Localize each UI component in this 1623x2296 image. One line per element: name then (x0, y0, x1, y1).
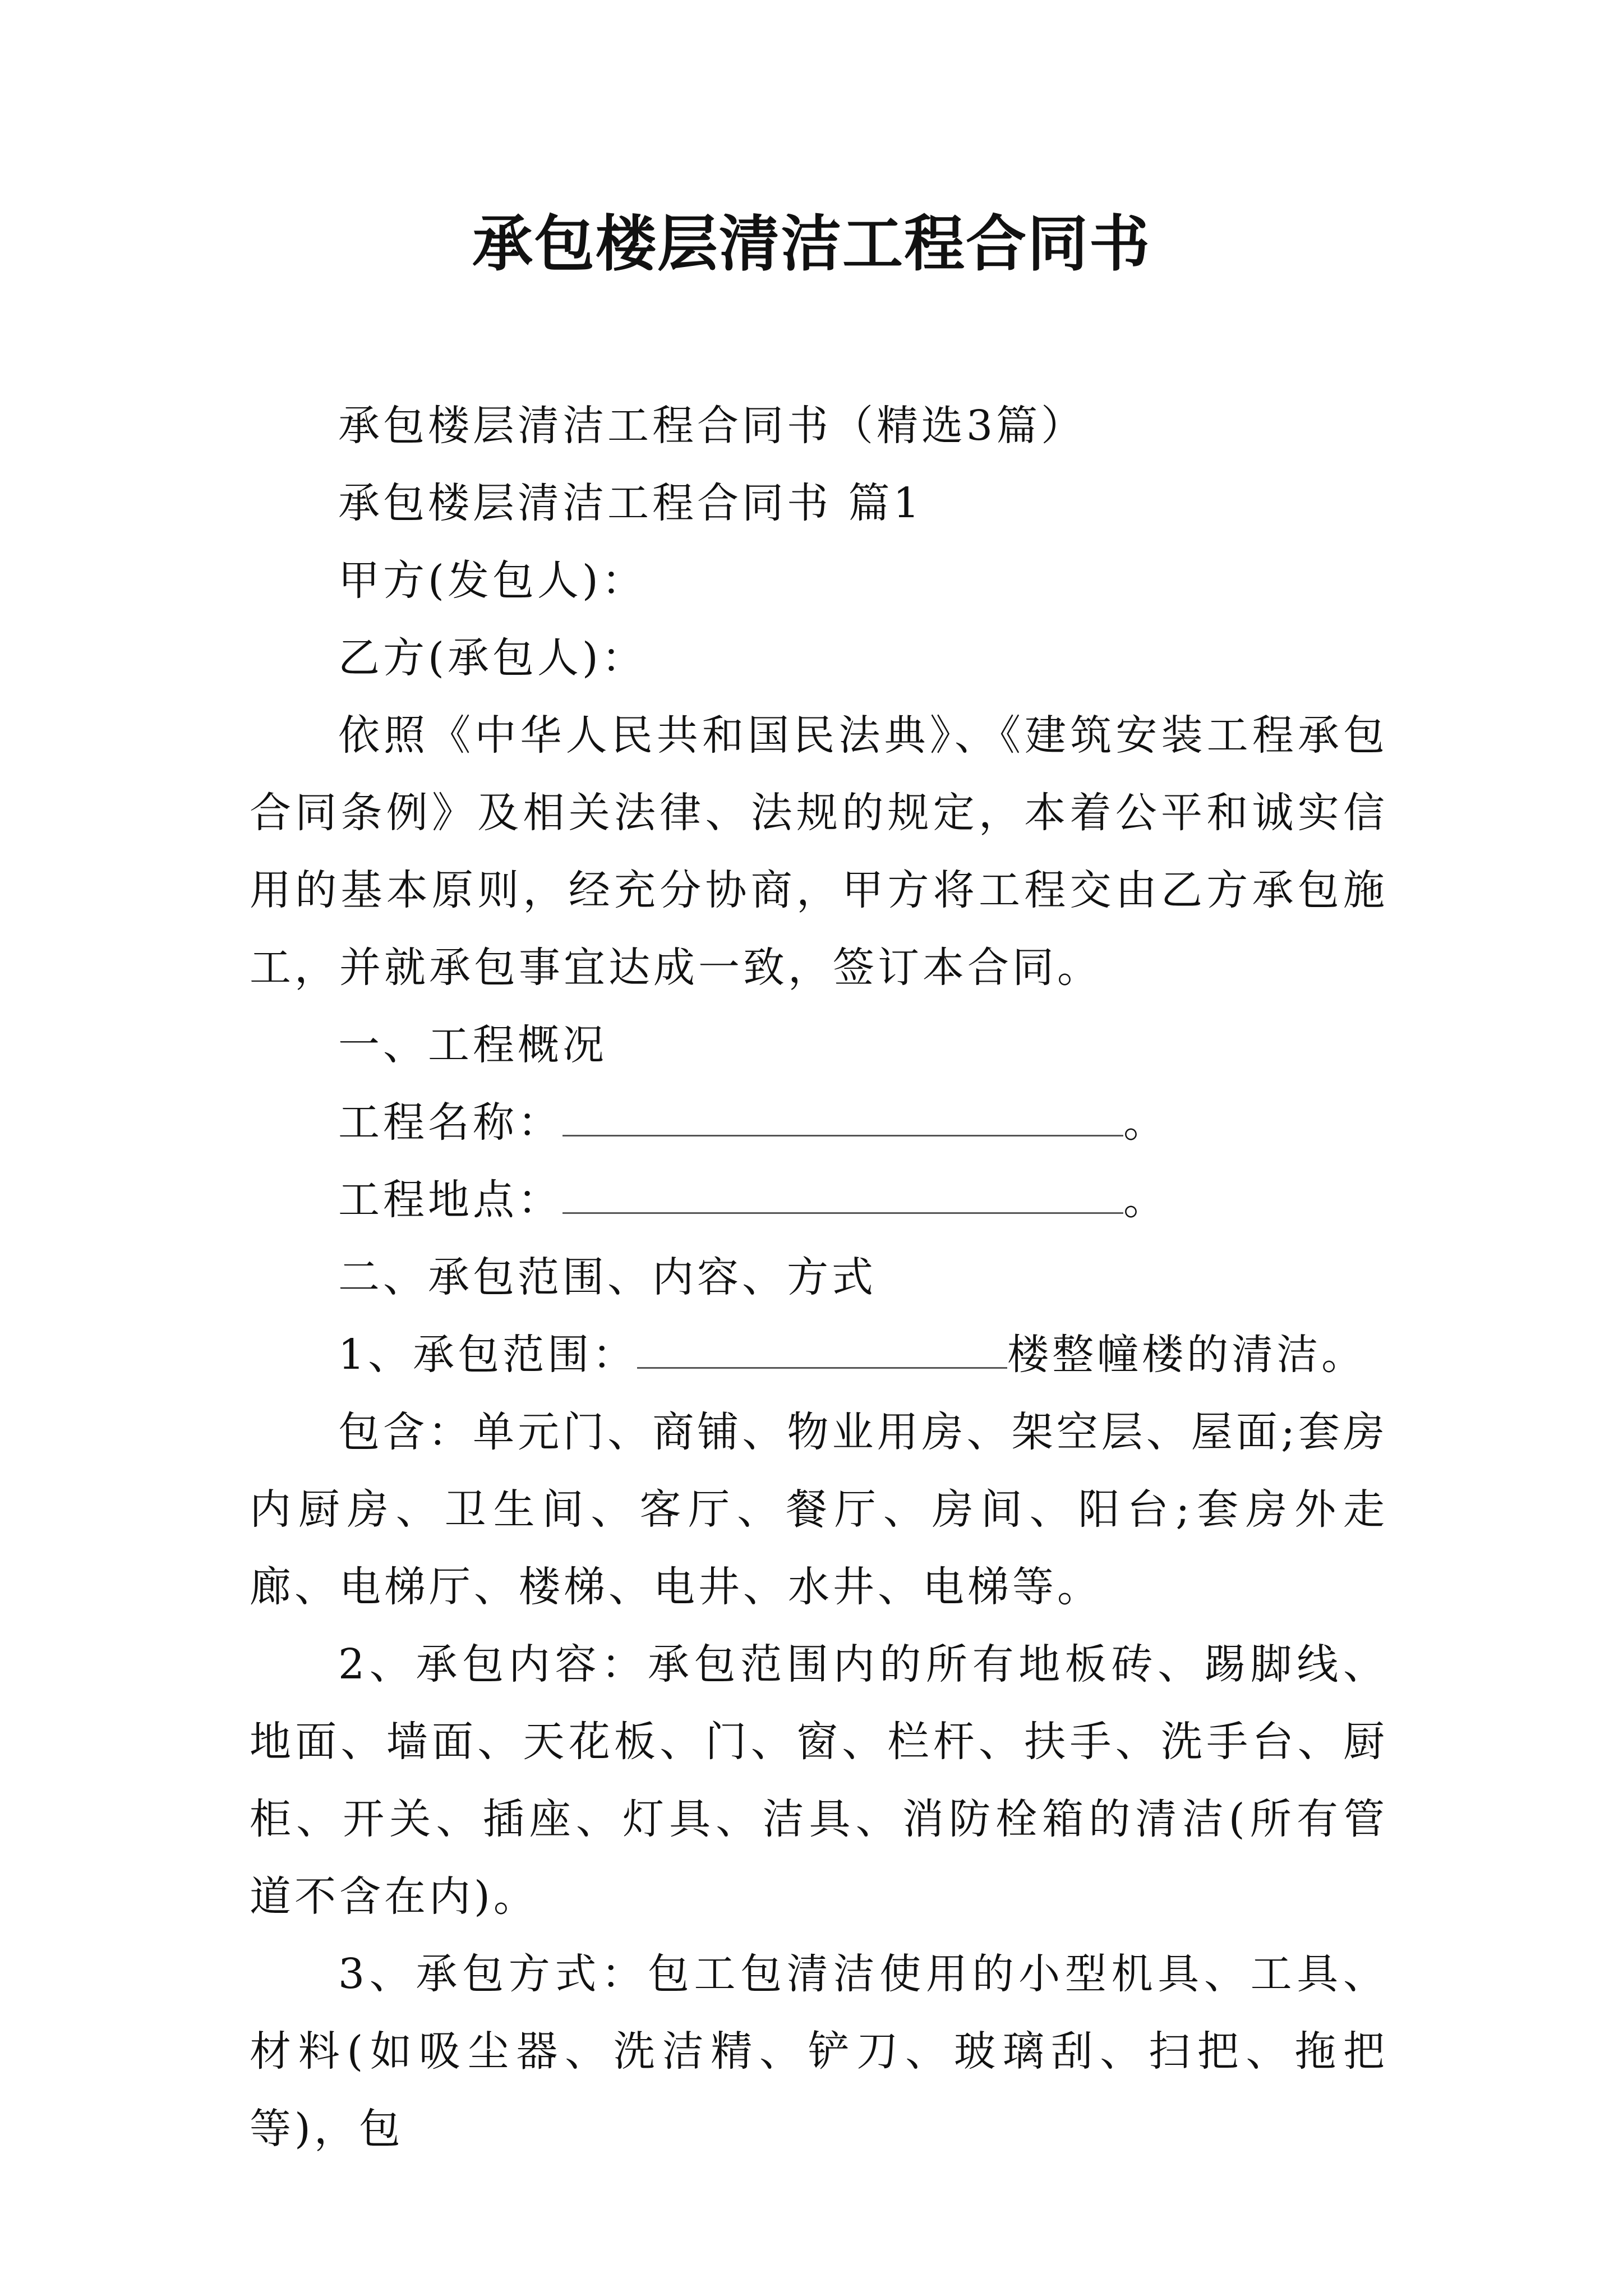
subtitle-paragraph: 承包楼层清洁工程合同书（精选3篇） (338, 402, 1086, 450)
clause-heading-1: 一、工程概况 (338, 1021, 607, 1069)
scope-blank (637, 1328, 1007, 1369)
project-location-line (250, 1161, 1388, 1239)
clause-heading-2: 二、承包范围、内容、方式 (338, 1253, 877, 1301)
project-location-blank (562, 1173, 1123, 1214)
document-body (250, 387, 1388, 2168)
project-location-end: 。 (1123, 1176, 1168, 1224)
project-name-end: 。 (1123, 1098, 1168, 1147)
project-location-label: 工程地点： (338, 1176, 562, 1224)
party-b-line: 乙方(承包人)： (338, 634, 647, 682)
party-a-line: 甲方(发包人)： (338, 556, 647, 605)
method-paragraph: 3、承包方式：包工包清洁使用的小型机具、工具、材料(如吸尘器、洗洁精、铲刀、玻璃刮、扫把、拖把等)，包 (250, 1950, 1388, 2153)
project-name-blank (562, 1096, 1123, 1137)
content-paragraph: 2、承包内容：承包范围内的所有地板砖、踢脚线、地面、墙面、天花板、门、窗、栏杆、扶手、洗手台、厨柜、开关、插座、灯具、洁具、消防栓箱的清洁(所有管道不含在内)。 (250, 1640, 1388, 1921)
project-name-line (250, 1084, 1388, 1161)
project-name-label: 工程名称： (338, 1098, 562, 1147)
scope-detail-paragraph: 包含：单元门、商铺、物业用房、架空层、屋面;套房内厨房、卫生间、客厅、餐厅、房间、阳台;套房外走廊、电梯厅、楼梯、电井、水井、电梯等。 (250, 1408, 1388, 1611)
section-heading: 承包楼层清洁工程合同书 篇1 (338, 479, 923, 527)
scope-line (250, 1316, 1388, 1393)
preamble-paragraph: 依照《中华人民共和国民法典》、《建筑安装工程承包合同条例》及相关法律、法规的规定，本着公平和诚实信用的基本原则，经充分协商，甲方将工程交由乙方承包施工，并就承包事宜达成一致，签订本合同。 (250, 711, 1388, 992)
scope-end: 楼整幢楼的清洁。 (1007, 1331, 1367, 1379)
document-title: 承包楼层清洁工程合同书 (472, 209, 1151, 279)
scope-label: 1、承包范围： (338, 1331, 638, 1379)
